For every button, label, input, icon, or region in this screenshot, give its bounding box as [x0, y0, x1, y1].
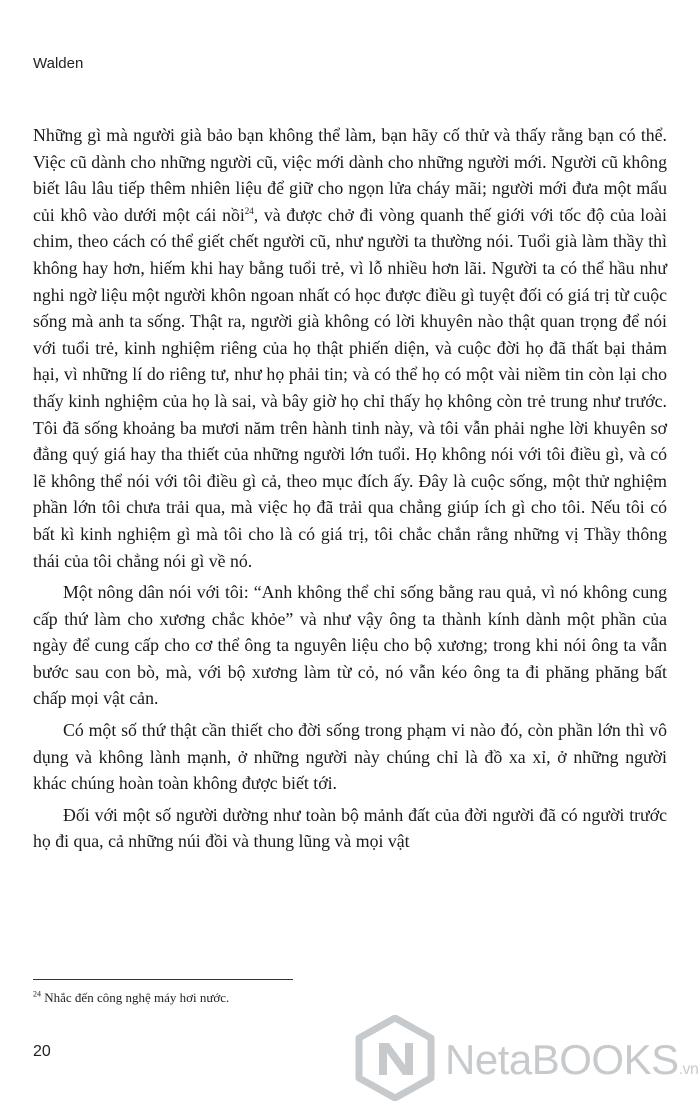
footnote-rule: [33, 979, 293, 980]
footnote-number: 24: [33, 989, 41, 999]
paragraph-2: Một nông dân nói với tôi: “Anh không thể chỉ sống bằng rau quả, vì nó không cung cấp thứ làm cho xương chắc khỏe” và như vậy ông ta thành kính dành một phần của ngày để cung cấp cho cơ thể ông ta nguyên liệu cho bộ xương; trong khi nói ông ta vẫn bước sau con bò, mà, với bộ xương làm từ cỏ, nó vẫn kéo ông ta đi phăng phăng bất chấp mọi vật cản.: [33, 582, 667, 709]
watermark: [355, 1013, 699, 1103]
netabooks-logo-icon: [355, 1015, 435, 1101]
watermark-brand: NetaBOOKS: [445, 1036, 679, 1083]
footnote-ref: 24: [244, 205, 254, 216]
paragraph-3: Có một số thứ thật cần thiết cho đời sống trong phạm vi nào đó, còn phần lớn thì vô dụng và không lành mạnh, ở những người này chúng chỉ là đồ xa xỉ, ở những người khác chúng hoàn toàn không được biết tới.: [33, 720, 667, 794]
running-head: Walden: [33, 55, 84, 72]
paragraph-1-text-b: , và được chở đi vòng quanh thế giới với tốc độ của loài chim, theo cách có thể giết chết người cũ, như người ta thường nói. Tuổi già làm thầy thì không hay hơn, hiếm khi hay bằng tuổi trẻ, vì lỗ nhiều hơn lãi. Người ta có thể hầu như nghi ngờ liệu một người khôn ngoan nhất có học được điều gì tuyệt đối có giá trị từ cuộc sống mà anh ta sống. Thật ra, người già không có lời khuyên nào thật quan trọng để nói với tuổi trẻ, kinh nghiệm riêng của họ thật phiến diện, và cuộc đời họ đã thất bại thảm hại, vì những lí do riêng tư, như họ phải tin; và có thể họ có một vài niềm tin còn lại cho thấy kinh nghiệm của họ là sai, và bây giờ họ chỉ thấy họ không còn trẻ trung như trước. Tôi đã sống khoảng ba mươi năm trên hành tinh này, và tôi vẫn phải nghe lời khuyên sơ đẳng quý giá hay tha thiết của những người lớn tuổi. Họ không nói với tôi điều gì, và có lẽ không thể nói với tôi điều gì cả, theo mục đích ấy. Đây là cuộc sống, một thử nghiệm phần lớn tôi chưa trải qua, mà việc họ đã trải qua chẳng giúp ích gì cho tôi. Nếu tôi có bất kì kinh nghiệm gì mà tôi cho là có giá trị, tôi chắc chắn rằng những vị Thầy thông thái của tôi chẳng nói gì về nó.: [33, 204, 667, 571]
watermark-suffix: .vn: [678, 1061, 699, 1078]
body-text: [33, 122, 667, 855]
paragraph-1: [33, 122, 667, 574]
footnote-text: Nhắc đến công nghệ máy hơi nước.: [41, 990, 230, 1005]
paragraph-4: Đối với một số người dường như toàn bộ mảnh đất của đời người đã có người trước họ đi qua, cả những núi đồi và thung lũng và mọi vật: [33, 804, 667, 852]
watermark-text: [445, 1036, 698, 1084]
page-number: 20: [33, 1043, 51, 1060]
paragraph-1-text-a: Những gì mà người già bảo bạn không thể làm, bạn hãy cố thử và thấy rằng bạn có thể. Việc cũ dành cho những người cũ, việc mới dành cho những người mới. Người cũ không biết lâu lâu tiếp thêm nhiên liệu để giữ cho ngọn lửa cháy mãi; người mới đưa một mẩu củi khô vào dưới một cái nồi: [33, 125, 667, 225]
footnote: [33, 990, 229, 1006]
